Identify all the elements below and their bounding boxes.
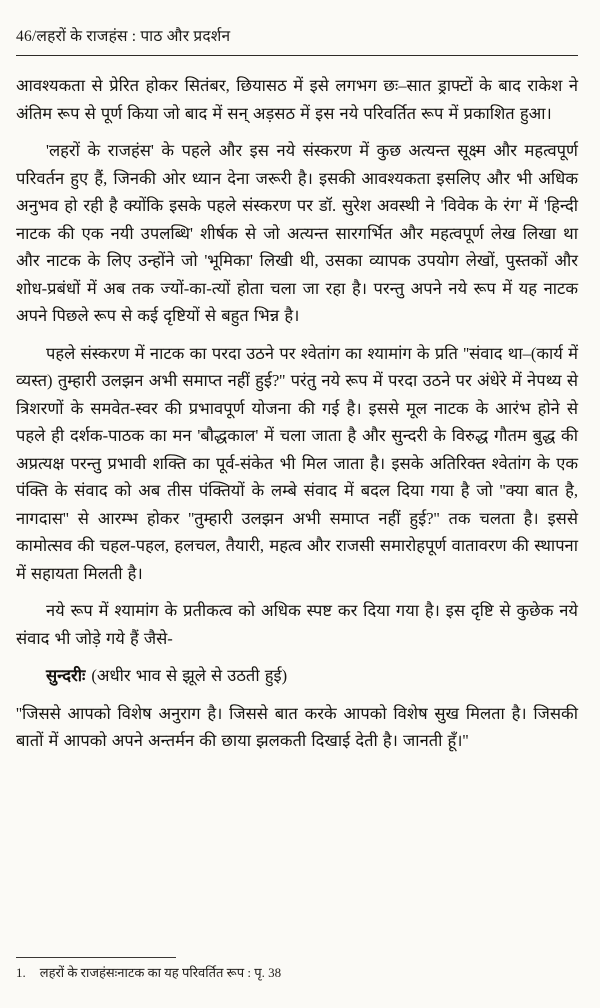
dialogue-speaker-line	[16, 662, 578, 690]
footnote-area	[16, 957, 578, 982]
paragraph: 'लहरों के राजहंस' के पहले और इस नये संस्करण में कुछ अत्यन्त सूक्ष्म और महत्वपूर्ण परिवर्तन हुए हैं, जिनकी ओर ध्यान देना जरूरी है। इसकी आवश्यकता इसलिए और भी अधिक अनुभव हो रही है क्योंकि इसके पहले संस्करण पर डॉ. सुरेश अवस्थी ने 'विवेक के रंग' में 'हिन्दी नाटक की एक नयी उपलब्धि' शीर्षक से जो अत्यन्त सारगर्भित और महत्वपूर्ण लेख लिखा था और नाटक के लिए उन्होंने जो 'भूमिका' लिखी थी, उसका व्यापक उपयोग लेखों, पुस्तकों और शोध-प्रबंधों में अब तक ज्यों-का-त्यों होता चला जा रहा है। परन्तु अपने नये रूप में यह नाटक अपने पिछले रूप से कई दृष्टियों से बहुत भिन्न है।	[16, 141, 578, 325]
footnote	[16, 964, 578, 982]
footnote-text: लहरों के राजहंसःनाटक का यह परिवर्तित रूप : पृ. 38	[39, 965, 282, 980]
paragraph: पहले संस्करण में नाटक का परदा उठने पर श्वेतांग का श्यामांग के प्रति ''संवाद था–(कार्य में व्यस्त) तुम्हारी उलझन अभी समाप्त नहीं हुई?'' परंतु नये रूप में परदा उठने पर अंधेरे में नेपथ्य से त्रिशरणों के समवेत-स्वर की प्रभावपूर्ण योजना की गई है। इससे मूल नाटक के आरंभ होने से पहले ही दर्शक-पाठक का मन 'बौद्धकाल' में चला जाता है और सुन्दरी के विरुद्ध गौतम बुद्ध की अप्रत्यक्ष परन्तु प्रभावी शक्ति का पूर्व-संकेत भी मिल जाता है। इसके अतिरिक्त श्वेतांग के एक पंक्ति के संवाद को अब तीस पंक्तियों के लम्बे संवाद में बदल दिया गया है जो ''क्या बात है, नागदास'' से आरम्भ होकर ''तुम्हारी उलझन अभी समाप्त नहीं हुई?'' तक चलता है। इससे कामोत्सव की चहल-पहल, हलचल, तैयारी, महत्व और राजसी समारोहपूर्ण वातावरण की स्थापना में सहायता मिलती है।	[16, 343, 578, 583]
paragraph: नये रूप में श्यामांग के प्रतीकत्व को अधिक स्पष्ट कर दिया गया है। इस दृष्टि से कुछेक नये संवाद भी जोड़े गये हैं जैसे-	[16, 601, 578, 648]
paragraph: आवश्यकता से प्रेरित होकर सितंबर, छियासठ में इसे लगभग छः–सात ड्राफ्टों के बाद राकेश ने अंतिम रूप से पूर्ण किया जो बाद में सन् अड़सठ में इस नये परिवर्तित रूप में प्रकाशित हुआ।	[16, 76, 578, 123]
speaker-name: सुन्दरीः	[46, 666, 86, 685]
dialogue-quote-paragraph: ''जिससे आपको विशेष अनुराग है। जिससे बात करके आपको विशेष सुख मिलता है। जिसकी बातों में आपको अपने अन्तर्मन की छाया झलकती दिखाई देती है। जानती हूँ।''	[16, 703, 578, 750]
stage-direction: (अधीर भाव से झूले से उठती हुई)	[91, 666, 288, 685]
page-body	[16, 68, 578, 755]
page-header: 46/लहरों के राजहंस : पाठ और प्रदर्शन	[16, 28, 231, 45]
footnote-rule	[16, 957, 176, 958]
footnote-number: 1.	[16, 965, 26, 980]
header-rule	[16, 55, 578, 56]
